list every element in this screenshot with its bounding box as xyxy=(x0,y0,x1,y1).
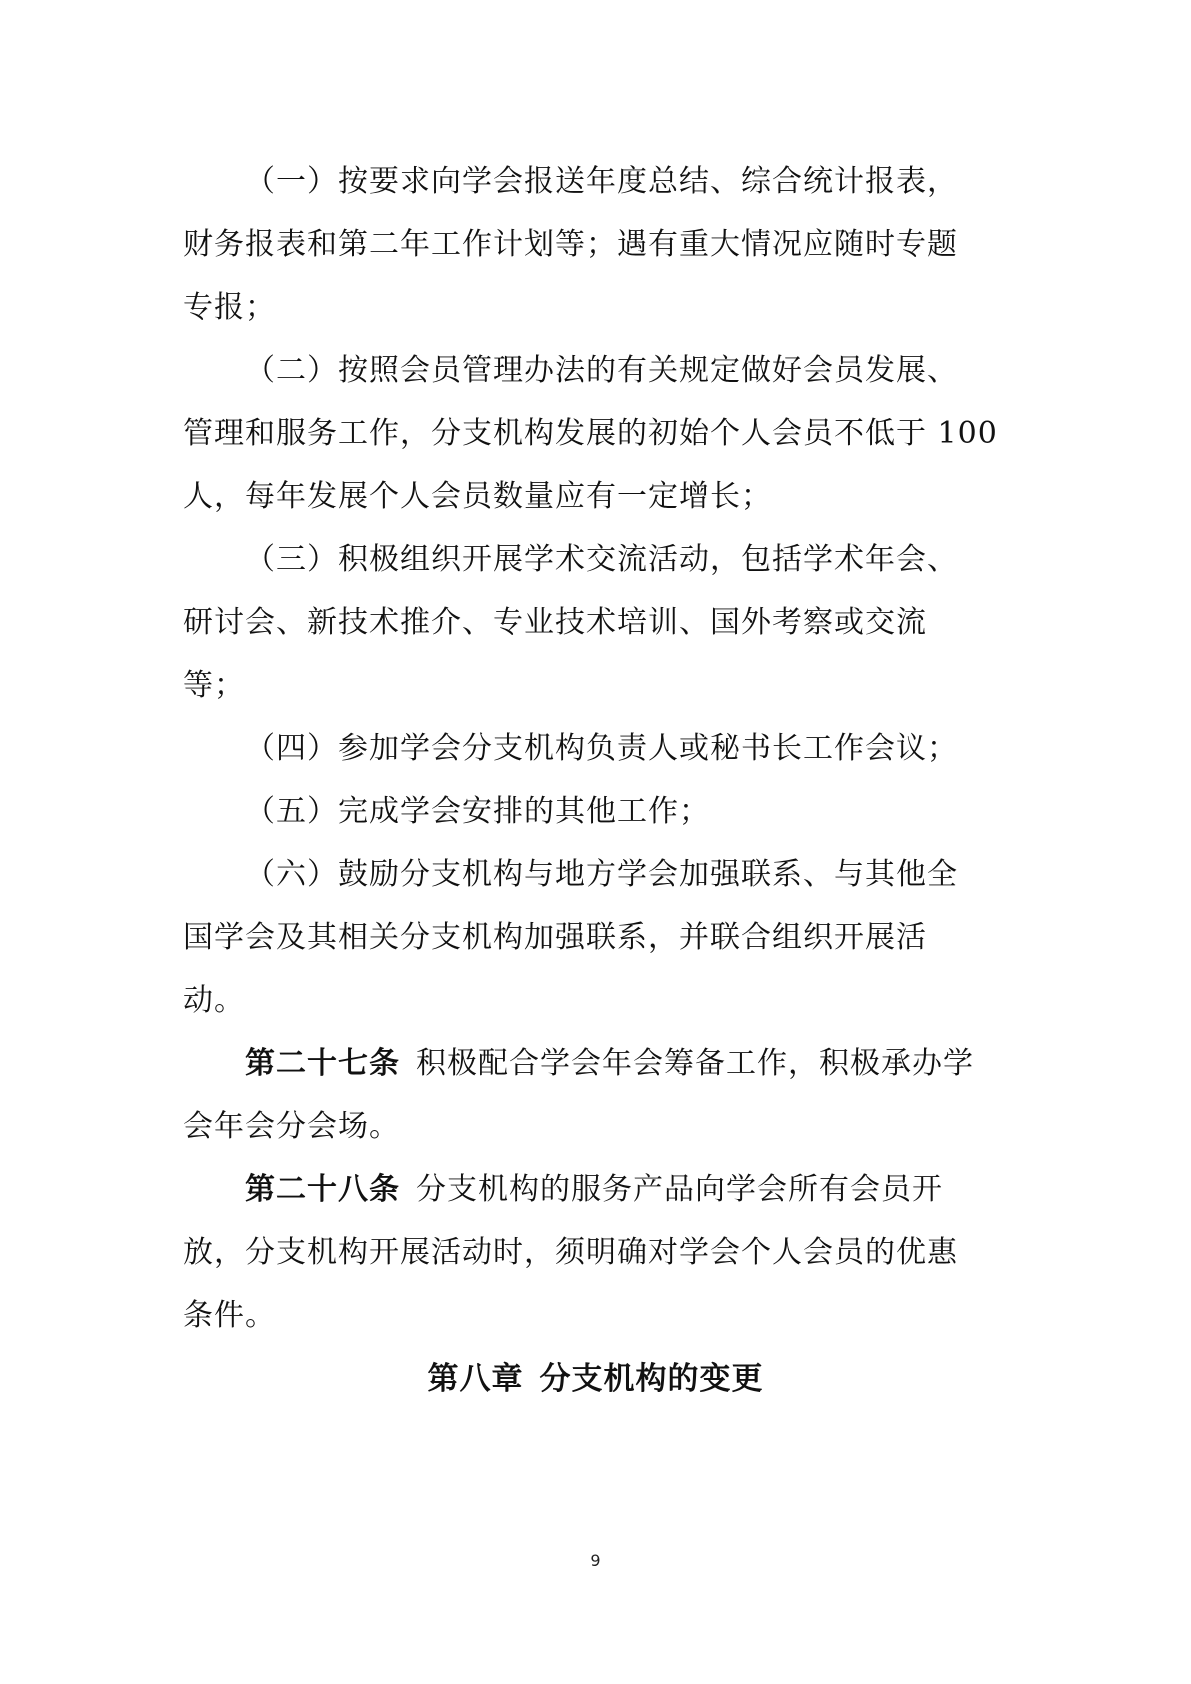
text-line: 会年会分会场。 xyxy=(183,1109,400,1144)
article-text: 分支机构的服务产品向学会所有会员开 xyxy=(416,1172,943,1207)
text-line: （四）参加学会分支机构负责人或秘书长工作会议； xyxy=(245,731,958,766)
chapter-number: 第八章 xyxy=(427,1361,524,1397)
list-item-2 xyxy=(183,339,1023,528)
text-line: （六）鼓励分支机构与地方学会加强联系、与其他全 xyxy=(245,857,958,892)
page-number: 9 xyxy=(590,1551,601,1570)
article-first-line xyxy=(183,1158,1023,1221)
article-heading: 第二十七条 xyxy=(245,1046,400,1081)
text-line: 等； xyxy=(183,668,245,703)
text-line: 专报； xyxy=(183,290,276,325)
text-line: （五）完成学会安排的其他工作； xyxy=(245,794,710,829)
text-line: 条件。 xyxy=(183,1298,276,1333)
text-line: （一）按要求向学会报送年度总结、综合统计报表， xyxy=(245,164,958,199)
article-27 xyxy=(183,1032,1023,1158)
article-text: 积极配合学会年会筹备工作，积极承办学 xyxy=(416,1046,974,1081)
list-item-5 xyxy=(183,780,1023,843)
chapter-title: 分支机构的变更 xyxy=(539,1361,764,1397)
body-text xyxy=(183,150,1023,1347)
article-heading: 第二十八条 xyxy=(245,1172,400,1207)
chapter-heading xyxy=(0,1353,1191,1398)
list-item-1 xyxy=(183,150,1023,339)
list-item-3 xyxy=(183,528,1023,717)
text-line: 人，每年发展个人会员数量应有一定增长； xyxy=(183,479,772,514)
text-line: 研讨会、新技术推介、专业技术培训、国外考察或交流 xyxy=(183,605,927,640)
list-item-6 xyxy=(183,843,1023,1032)
text-line: 管理和服务工作，分支机构发展的初始个人会员不低于 100 xyxy=(183,416,998,451)
text-line: 国学会及其相关分支机构加强联系，并联合组织开展活 xyxy=(183,920,927,955)
list-item-4 xyxy=(183,717,1023,780)
text-line: （三）积极组织开展学术交流活动，包括学术年会、 xyxy=(245,542,958,577)
text-line: 财务报表和第二年工作计划等；遇有重大情况应随时专题 xyxy=(183,227,958,262)
text-line: 放，分支机构开展活动时，须明确对学会个人会员的优惠 xyxy=(183,1235,958,1270)
text-line: （二）按照会员管理办法的有关规定做好会员发展、 xyxy=(245,353,958,388)
article-first-line xyxy=(183,1032,1023,1095)
text-line: 动。 xyxy=(183,983,245,1018)
article-28 xyxy=(183,1158,1023,1347)
